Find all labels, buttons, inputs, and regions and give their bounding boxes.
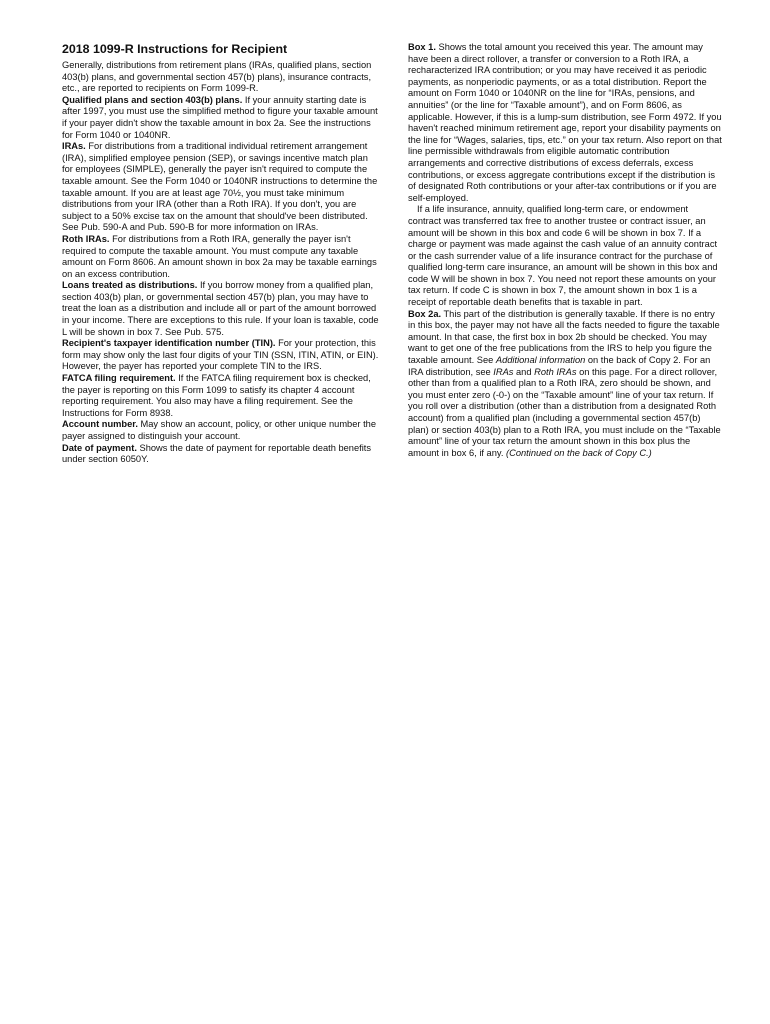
roth-iras-paragraph: [62, 234, 380, 280]
iras-text: For distributions from a traditional individual retirement arrangement (IRA), simplified employee pension (SEP), or savings incentive match plan for employees (SIMPLE), generally the payer isn't required to compute the taxable amount. See the Form 1040 or 1040NR instructions to determine the taxable amount. If you are at least age 70½, you must take minimum distributions from your IRA (other than a Roth IRA). If you don't, you are subject to a 50% excise tax on the amount that should've been distributed. See Pub. 590-A and Pub. 590-B for more information on IRAs.: [62, 141, 378, 233]
roth-iras-reference: Roth IRAs: [534, 366, 577, 377]
iras-reference: IRAs: [493, 366, 514, 377]
date-of-payment-paragraph: [62, 443, 380, 466]
loans-paragraph: [62, 280, 380, 338]
additional-info-reference: Additional information: [495, 355, 586, 366]
right-column: [408, 42, 722, 459]
account-number-heading: Account number.: [62, 419, 138, 430]
qualified-plans-paragraph: [62, 95, 380, 141]
box2a-text-2: on the back of Copy 2. For an IRA distribution, see: [408, 355, 711, 377]
left-column: [62, 42, 380, 466]
tin-text: For your protection, this form may show only the last four digits of your TIN (SSN, ITIN, ATIN, or EIN). However, the payer has reported your complete TIN to the IRS.: [62, 338, 379, 372]
tin-paragraph: [62, 338, 380, 373]
roth-iras-heading: Roth IRAs.: [62, 233, 110, 244]
date-of-payment-text: Shows the date of payment for reportable death benefits under section 6050Y.: [62, 442, 372, 465]
loans-text: If you borrow money from a qualified plan, section 403(b) plan, or governmental section 457(b) plan, you may have to treat the loan as a distribution and include all or part of the amount borrowed in your income. There are exceptions to this rule. If your loan is taxable, code L will be shown in box 7. See Pub. 575.: [62, 280, 379, 337]
box1-paragraph: [408, 42, 722, 204]
box2a-heading: Box 2a.: [408, 308, 442, 319]
box2a-paragraph: [408, 309, 722, 460]
date-of-payment-heading: Date of payment.: [62, 442, 137, 453]
qualified-plans-text: If your annuity starting date is after 1997, you must use the simplified method to figure your taxable amount if your payer didn't show the taxable amount in box 2a. See the instructions for Form 1040 or 1040NR.: [62, 94, 378, 140]
iras-paragraph: [62, 141, 380, 234]
qualified-plans-heading: Qualified plans and section 403(b) plans.: [62, 94, 243, 105]
continued-note: (Continued on the back of Copy C.): [506, 447, 652, 458]
box1-paragraph-2: If a life insurance, annuity, qualified long-term care, or endowment contract was transferred tax free to another trustee or contract issuer, an amount will be shown in this box and code 6 will be shown in box 7. If a charge or payment was made against the cash value of an annuity contract or the cash surrender value of a life insurance contract for the purchase of qualified long-term care insurance, an amount will be shown in this box and code W will be shown in box 7. You need not report these amounts on your tax return. If code C is shown in box 7, the amount shown in box 1 is a receipt of reportable death benefits that is taxable in part.: [408, 204, 718, 308]
fatca-text: If the FATCA filing requirement box is checked, the payer is reporting on this Form 1099 to satisfy its chapter 4 account reporting requirement. You also may have a filing requirement. See the Instructions for Form 8938.: [62, 373, 371, 418]
account-number-text: May show an account, policy, or other unique number the payer assigned to distinguish your account.: [62, 419, 377, 441]
box1-heading: Box 1.: [408, 42, 436, 52]
box2a-text-3: and: [513, 366, 535, 377]
intro-paragraph: [62, 60, 380, 95]
tin-heading: Recipient's taxpayer identification number (TIN).: [62, 338, 276, 349]
fatca-paragraph: [62, 373, 380, 419]
page-title: 2018 1099-R Instructions for Recipient: [62, 42, 288, 56]
account-number-paragraph: [62, 419, 380, 442]
box2a-text-4: on this page. For a direct rollover, other than from a qualified plan to a Roth IRA, zero should be shown, and you must enter zero (-0-) on the “Taxable amount” line of your tax return. If you roll over a distribution (other than a distribution from a designated Roth account) from a qualified plan (including a governmental section 457(b) plan) or section 403(b) plan to a Roth IRA, you must include on the “Taxable amount” line of your tax return the amount shown in this box plus the amount in box 6, if any.: [408, 366, 721, 458]
box1-text: Shows the total amount you received this year. The amount may have been a direct rollover, a transfer or conversion to a Roth IRA, a recharacterized IRA contribution; or you may have received it as periodic payments, as nonperiodic payments, or as a total distribution. Report the amount on Form 1040 or 1040NR on the line for “IRAs, pensions, and annuities” (or the line for “Taxable amount”), and on Form 8606, as applicable. However, if this is a lump-sum distribution, see Form 4972. If you haven't reached minimum retirement age, report your disability payments on the line for “Wages, salaries, tips, etc.” on your tax return. Also report on that line permissible withdrawals from eligible automatic contribution arrangements and corrective distributions of excess deferrals, excess contributions, or excess aggregate contributions except if the distribution is of designated Roth contributions or your after-tax contributions or if you are self-employed.: [408, 42, 722, 203]
fatca-heading: FATCA filing requirement.: [62, 373, 176, 384]
iras-heading: IRAs.: [62, 141, 86, 152]
intro-text: Generally, distributions from retirement plans (IRAs, qualified plans, section 403(b) plans, and governmental section 457(b) plans), insurance contracts, etc., are reported to recipients on Form 1099-R.: [62, 60, 372, 94]
box2a-text-1: This part of the distribution is generally taxable. If there is no entry in this box, the payer may not have all the facts needed to figure the taxable amount. In that case, the first box in box 2b should be checked. You may want to get one of the free publications from the IRS to help you figure the taxable amount. See: [408, 308, 720, 366]
roth-iras-text: For distributions from a Roth IRA, generally the payer isn't required to compute the taxable amount. You must compute any taxable amount on Form 8606. An amount shown in box 2a may be taxable earnings on an excess contribution.: [62, 233, 377, 279]
loans-heading: Loans treated as distributions.: [62, 280, 198, 291]
